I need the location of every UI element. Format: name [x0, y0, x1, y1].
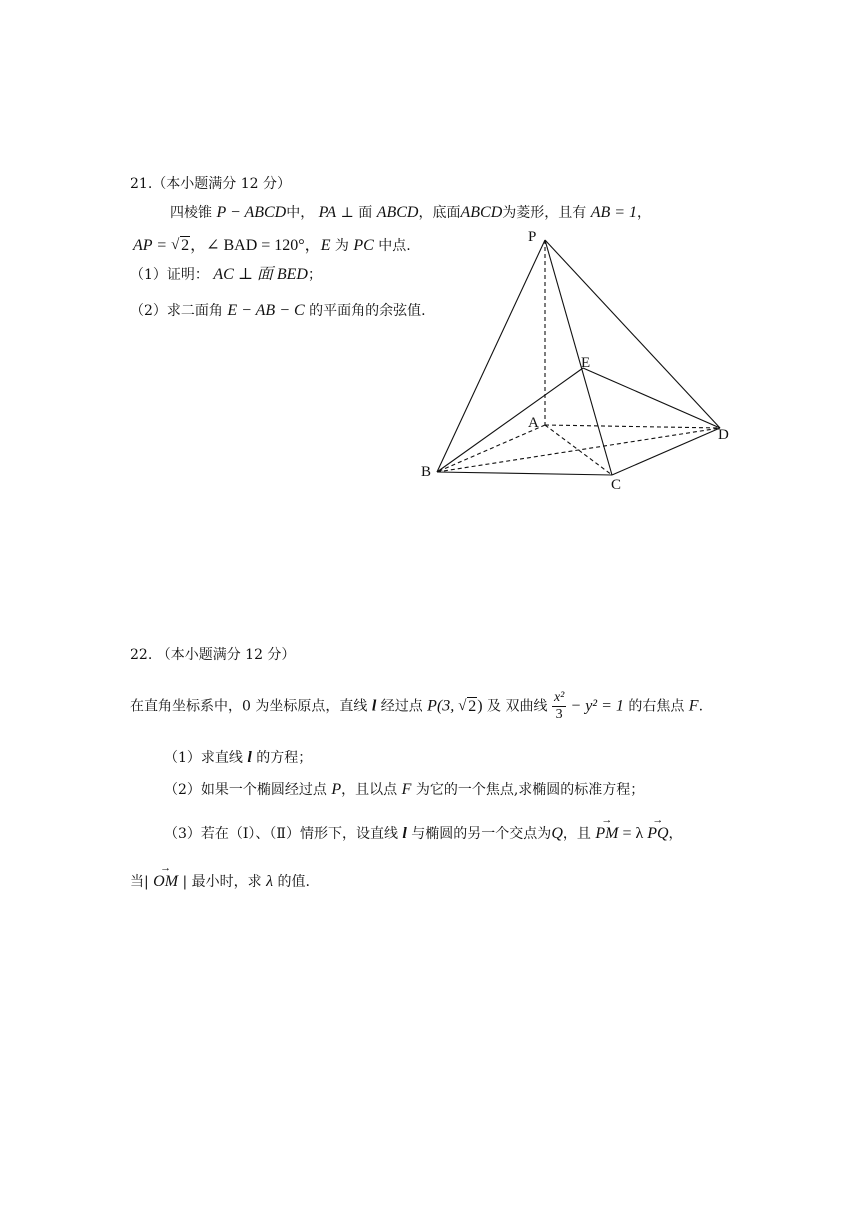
edge-ab [437, 425, 545, 472]
q21-ap-eq: AP = [133, 237, 172, 254]
q21-pyramid: P − ABCD [216, 204, 287, 221]
q21-part1-math: AC ⊥ 面 BED [213, 266, 308, 283]
label-b: B [421, 464, 432, 480]
q22-header: 22. （本小题满分 12 分） [130, 647, 296, 663]
label-a: A [528, 415, 539, 431]
q22-part1-b: 的方程； [251, 750, 313, 766]
label-c: C [611, 477, 622, 493]
q22-eq-lambda: = λ [618, 825, 648, 842]
q22-fraction: $\frac{\text{x²}}{3}$ [553, 690, 565, 722]
q21-abcd2: ABCD [460, 204, 503, 221]
q22-part3-c: ，且 [562, 826, 596, 842]
q21-stem-line1 [170, 203, 651, 223]
q22-dot: . [698, 698, 704, 715]
q22-sqrt: √ 2 [458, 697, 477, 715]
label-p: P [528, 229, 537, 245]
q22-stem4: 的右焦点 [623, 698, 689, 715]
q22-part3 [164, 814, 683, 844]
edge-pb [437, 240, 545, 472]
q22-stem1: 在直角坐标系中，0 为坐标原点，直线 [130, 698, 372, 715]
edge-ed [583, 368, 720, 428]
pyramid-figure [415, 225, 745, 500]
q22-part3-l: l [402, 825, 407, 842]
q22-part2-c: 为它的一个焦点,求椭圆的标准方程； [411, 782, 645, 798]
q22-hyper-rest: − y² = 1 [566, 697, 624, 715]
q21-mid: 中点. [373, 238, 411, 254]
q21-part1-end: ； [307, 267, 322, 283]
edge-ad [545, 425, 720, 428]
q21-perp: ⊥ 面 [336, 205, 377, 221]
label-d: D [718, 427, 729, 443]
q22-part2-f: F [401, 781, 412, 798]
q21-base: ，底面 [418, 205, 461, 221]
vector-pq: → PQ [647, 814, 669, 842]
q22-part2 [164, 780, 644, 800]
q22-last [130, 862, 310, 892]
q22-l: l [371, 697, 377, 715]
q21-pa: PA [318, 204, 337, 221]
q22-point-p: P(3, [427, 697, 459, 715]
q21-abcd: ABCD [376, 204, 419, 221]
edge-be [437, 368, 583, 472]
q22-stem2: 经过点 [376, 698, 428, 715]
q22-part3-a: （3）若在（Ⅰ）、（Ⅱ）情形下，设直线 [164, 826, 403, 842]
q22-part3-end: ， [668, 826, 683, 842]
q22-part2-p: P [331, 781, 342, 798]
vector-pm: → PM [595, 814, 619, 842]
q22-last-c: 的值. [273, 874, 310, 890]
edge-cd [612, 428, 720, 475]
q21-part1-label: （1）证明： [130, 267, 209, 283]
q21-part2-end: 的平面角的余弦值. [304, 303, 426, 319]
q21-zhong: 中， [286, 205, 315, 221]
edge-bc [437, 472, 612, 475]
q21-part2-math: E − AB − C [227, 302, 305, 319]
label-e: E [581, 355, 591, 371]
q22-part1 [164, 748, 312, 768]
q22-stem3: 及 双曲线 [482, 698, 552, 715]
q22-part3-q: Q [551, 825, 563, 842]
q21-part2 [130, 301, 426, 321]
q22-part2-a: （2）如果一个椭圆经过点 [164, 782, 332, 798]
q21-comma: ， [637, 205, 652, 221]
q21-rhombus: 为菱形，且有 [502, 205, 587, 221]
q22-stem [130, 690, 703, 723]
q21-header: 21.（本小题满分 12 分） [130, 176, 291, 192]
q21-sqrt: √ 2 [171, 237, 190, 254]
q22-part1-a: （1）求直线 [164, 750, 248, 766]
q22-part3-b: 与椭圆的另一个交点为 [406, 826, 552, 842]
q21-angle: ，∠ BAD = 120°， [190, 237, 321, 254]
q21-part1 [130, 265, 322, 285]
q21-stem-line2 [133, 236, 411, 256]
q22-f: F [688, 697, 699, 715]
q22-part2-b: ，且以点 [341, 782, 402, 798]
q22-paren: ) [477, 697, 483, 715]
edge-bd [437, 428, 720, 472]
q22-lambda: λ [266, 873, 274, 890]
q21-part2-label: （2）求二面角 [130, 303, 228, 319]
q22-last-a: 当| [130, 874, 154, 890]
q21-pc: PC [353, 237, 374, 254]
q21-stem-prefix: 四棱锥 [170, 205, 212, 221]
q22-part1-l: l [247, 749, 252, 766]
q22-last-b: | 最小时，求 [178, 874, 267, 890]
q21-e: E [320, 237, 331, 254]
vector-om: → OM [153, 862, 179, 890]
q21-is: 为 [330, 238, 354, 254]
q21-ab-eq: AB = 1 [590, 204, 638, 221]
